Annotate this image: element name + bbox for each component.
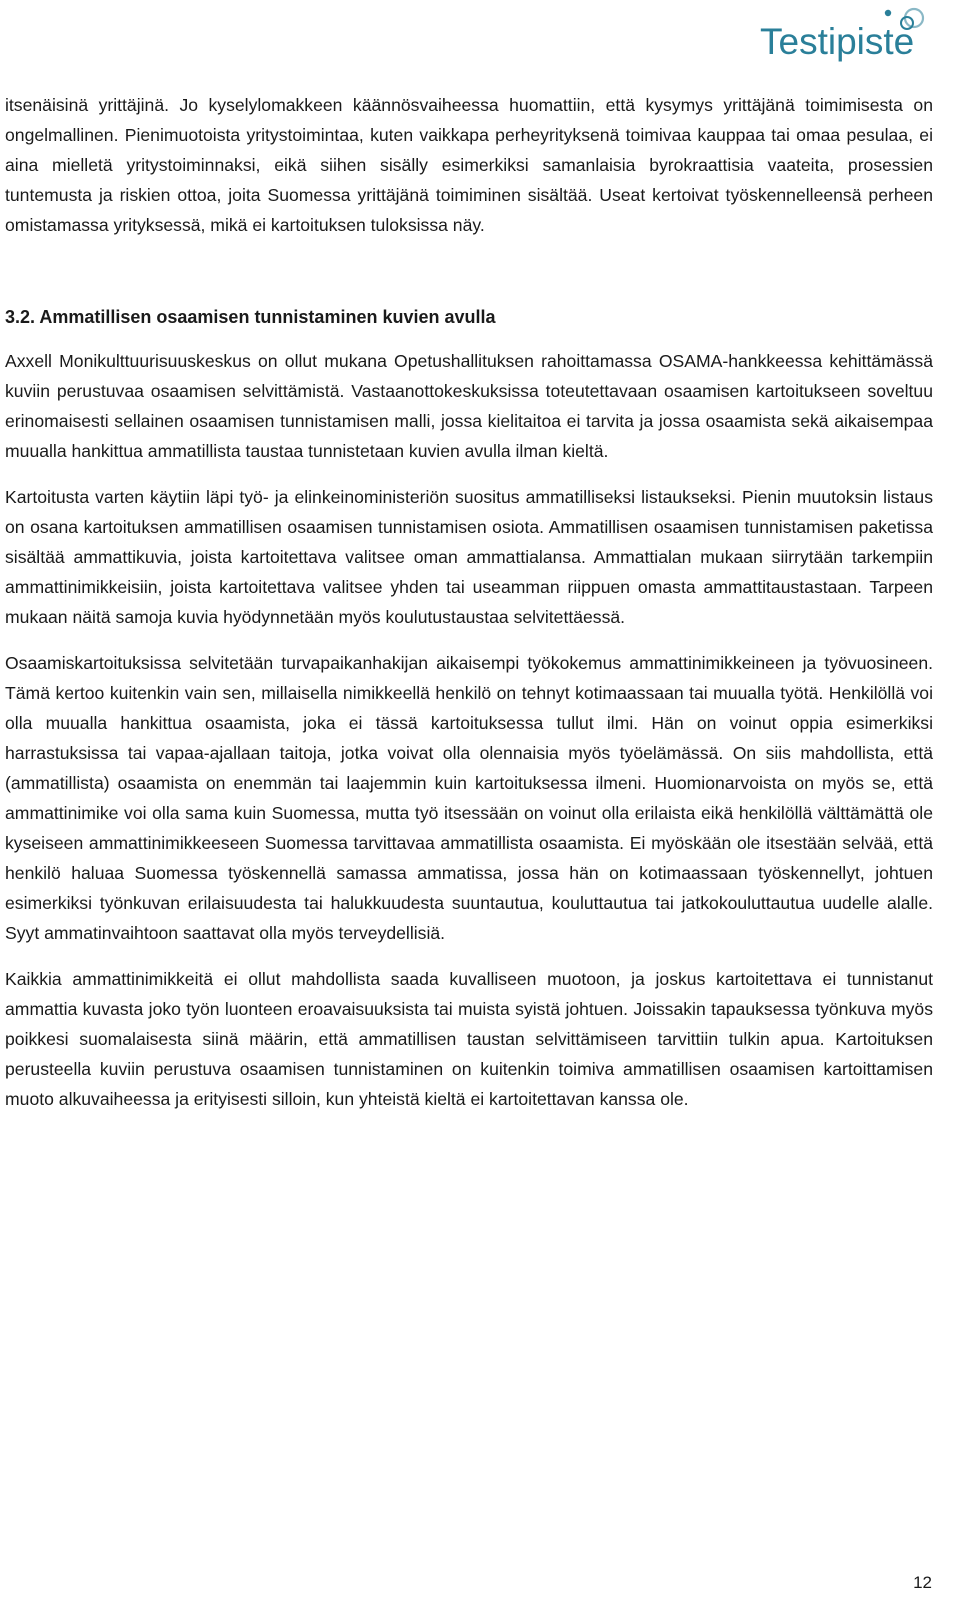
- page-number: 12: [913, 1573, 932, 1592]
- intro-paragraph: itsenäisinä yrittäjinä. Jo kyselylomakkeen käännösvaiheessa huomattiin, että kysymys yrittäjänä toimimisesta on ongelmallinen. Pienimuotoista yritystoimintaa, kuten vaikkapa perheyrityksenä toimivaa kauppaa tai omaa pesulaa, ei aina mielletä yritystoiminnaksi, eikä siihen sisälly esimerkiksi samanlaisia byrokraattisia vaateita, prosessien tuntemusta ja riskien ottoa, joita Suomessa yrittäjänä toimiminen sisältää. Useat kertoivat työskennelleensä perheen omistamassa yrityksessä, mikä ei kartoituksen tuloksissa näy.: [5, 95, 933, 235]
- body-paragraph-1: Axxell Monikulttuurisuuskeskus on ollut mukana Opetushallituksen rahoittamassa OSAMA-hankkeessa kehittämässä kuviin perustuvaa osaamisen selvittämistä. Vastaanottokeskuksissa toteutettavaan osaamisen kartoitukseen soveltuu erinomaisesti sellainen osaamisen tunnistamisen malli, jossa kielitaitoa ei tarvita ja jossa osaamista sekä aikaisempaa muualla hankittua ammatillista taustaa tunnistetaan kuvien avulla ilman kieltä.: [5, 351, 933, 461]
- testipiste-logo: [760, 6, 950, 68]
- body-paragraph-2: Kartoitusta varten käytiin läpi työ- ja elinkeinoministeriön suositus ammatilliseksi listaukseksi. Pienin muutoksin listaus on osana kartoituksen ammatillisen osaamisen tunnistamisen osiota. Ammatillisen osaamisen tunnistamisen paketissa sisältää ammattikuvia, joista kartoitettava valitsee oman ammattialansa. Ammattialan mukaan siirrytään tarkempiin ammattinimikkeisiin, joista kartoitettava valitsee yhden tai useamman riippuen omasta ammattitaustastaan. Tarpeen mukaan näitä samoja kuvia hyödynnetään myös koulutustaustaa selvitettäessä.: [5, 487, 933, 627]
- document-body: [5, 90, 933, 1114]
- body-paragraph-3: Osaamiskartoituksissa selvitetään turvapaikanhakijan aikaisempi työkokemus ammattinimikkeineen ja työvuosineen. Tämä kertoo kuitenkin vain sen, millaisella nimikkeellä henkilö on tehnyt kotimaassaan tai muualla työtä. Henkilöllä voi olla muualla hankittua osaamista, joka ei tässä kartoituksessa tullut ilmi. Hän on voinut oppia esimerkiksi harrastuksissa tai vapaa-ajallaan taitoja, jotka voivat olla olennaisia myös työelämässä. On siis mahdollista, että (ammatillista) osaamista on enemmän tai laajemmin kuin kartoituksessa ilmeni. Huomionarvoista on myös se, että ammattinimike voi olla sama kuin Suomessa, mutta työ itsessään on voinut olla erilaista eikä henkilöllä välttämättä ole kyseiseen ammattinimikkeeseen Suomessa tarvittavaa ammatillista osaamista. Ei myöskään ole itsestään selvää, että henkilö haluaa Suomessa työskennellä samassa ammatissa, jossa hän on kotimaassaan työskennellyt, johtuen esimerkiksi työnkuvan erilaisuudesta tai halukkuudesta suuntautua, kouluttautua tai jatkokouluttautua uudelle alalle. Syyt ammatinvaihtoon saattavat olla myös terveydellisiä.: [5, 653, 933, 943]
- body-paragraph-4: Kaikkia ammattinimikkeitä ei ollut mahdollista saada kuvalliseen muotoon, ja joskus kartoitettava ei tunnistanut ammattia kuvasta joko työn luonteen eroavaisuuksista tai muista syistä johtuen. Joissakin tapauksessa työnkuva myös poikkesi suomalaisesta siinä määrin, että ammatillisen taustan selvittämiseen tarvittiin tulkin apua. Kartoituksen perusteella kuviin perustuva osaamisen tunnistaminen on kuitenkin toimiva ammatillisen osaamisen kartoittamisen muoto alkuvaiheessa ja erityisesti silloin, kun yhteistä kieltä ei kartoitettavan kanssa ole.: [5, 969, 933, 1109]
- logo-wordmark: Testipiste: [760, 21, 915, 62]
- section-heading: 3.2. Ammatillisen osaamisen tunnistaminen kuvien avulla: [5, 307, 496, 327]
